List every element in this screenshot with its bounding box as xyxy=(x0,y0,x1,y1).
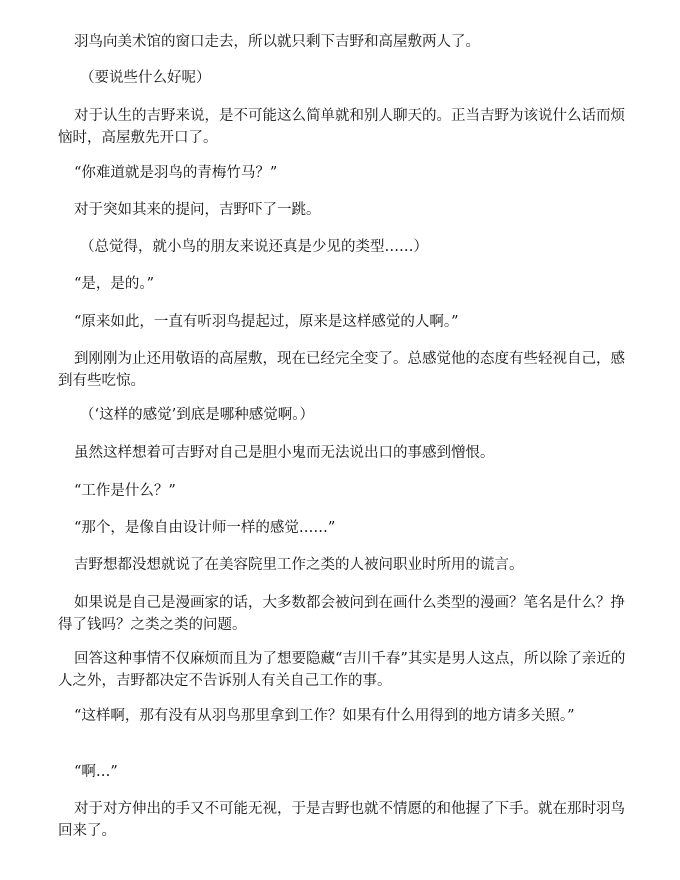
paragraph-8: “原来如此，一直有听羽鸟提起过，原来是这样感觉的人啊。” xyxy=(74,314,459,330)
paragraph-2: （要说些什么好呢） xyxy=(80,70,211,86)
paragraph-4: “你难道就是羽鸟的青梅竹马？” xyxy=(74,165,278,181)
paragraph-10: （‘这样的感觉’到底是哪种感觉啊。） xyxy=(80,407,314,423)
paragraph-9: 到刚刚为止还用敬语的高屋敷，现在已经完全变了。总感觉他的态度有些轻视自己，感到有些吃惊。 xyxy=(58,351,625,389)
paragraph-13: “那个，是像自由设计师一样的感觉……” xyxy=(74,520,336,536)
paragraph-18: “啊…” xyxy=(74,764,118,780)
paragraph-3: 对于认生的吉野来说，是不可能这么简单就和别人聊天的。正当吉野为该说什么话而烦恼时，高屋敷先开口了。 xyxy=(58,108,625,146)
paragraph-14: 吉野想都没想就说了在美容院里工作之类的人被问职业时所用的谎言。 xyxy=(74,557,524,573)
paragraph-5: 对于突如其来的提问，吉野吓了一跳。 xyxy=(74,202,321,218)
paragraph-17: “这样啊，那有没有从羽鸟那里拿到工作？如果有什么用得到的地方请多关照。” xyxy=(74,708,575,724)
paragraph-15: 如果说是自己是漫画家的话，大多数都会被问到在画什么类型的漫画？笔名是什么？挣得了钱吗？之类之类的问题。 xyxy=(58,595,625,633)
paragraph-11: 虽然这样想着可吉野对自己是胆小鬼而无法说出口的事感到憎恨。 xyxy=(74,445,495,461)
paragraph-19: 对于对方伸出的手又不可能无视，于是吉野也就不情愿的和他握了下手。就在那时羽鸟回来了。 xyxy=(58,801,625,839)
paragraph-12: “工作是什么？” xyxy=(74,483,176,499)
paragraph-16: 回答这种事情不仅麻烦而且为了想要隐藏“吉川千春”其实是男人这点，所以除了亲近的人之外，吉野都决定不告诉别人有关自己工作的事。 xyxy=(58,651,626,689)
paragraph-1: 羽鸟向美术馆的窗口走去，所以就只剩下吉野和高屋敷两人了。 xyxy=(74,34,480,50)
paragraph-6: （总觉得，就小鸟的朋友来说还真是少见的类型……） xyxy=(80,239,428,255)
paragraph-7: “是，是的。” xyxy=(74,276,155,292)
